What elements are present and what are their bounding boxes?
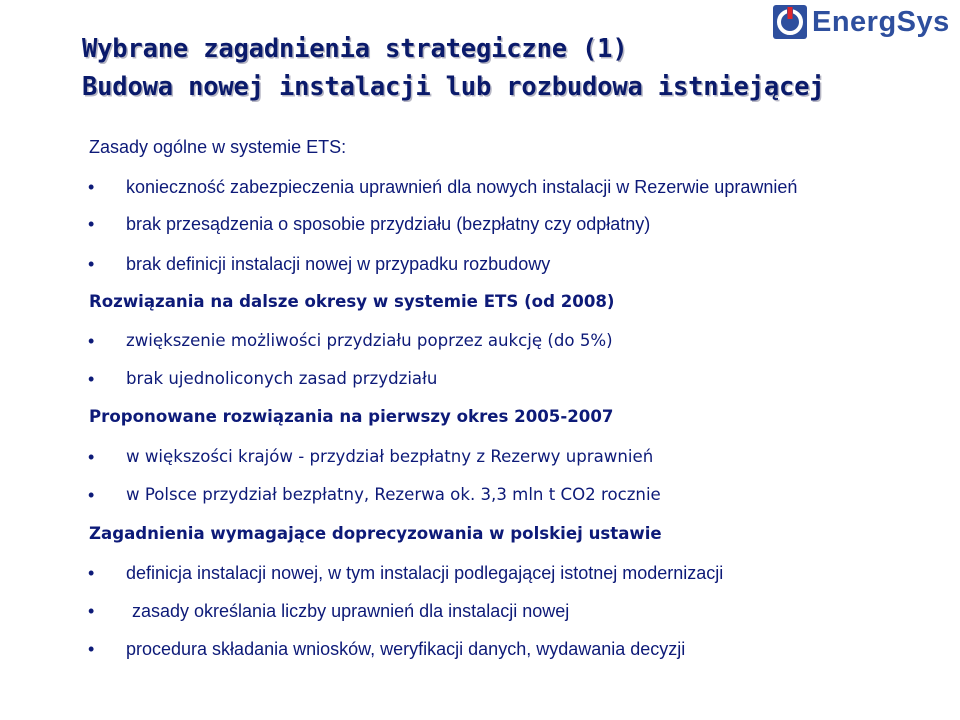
energsys-logo-icon bbox=[772, 4, 808, 40]
list-item: brak przesądzenia o sposobie przydziału (bezpłatny czy odpłatny) bbox=[126, 214, 651, 234]
energsys-logo bbox=[772, 4, 956, 40]
list-item: zasady określania liczby uprawnień dla instalacji nowej bbox=[132, 601, 570, 621]
list-item: definicja instalacji nowej, w tym instalacji podlegającej istotnej modernizacji bbox=[126, 563, 724, 583]
slide-title-line2: Budowa nowej instalacji lub rozbudowa istniejącej bbox=[82, 72, 825, 102]
bullet-glyph: • bbox=[88, 601, 95, 621]
bullet-glyph: • bbox=[88, 331, 95, 351]
bullet-glyph: • bbox=[88, 177, 95, 197]
bullet-glyph: • bbox=[88, 214, 95, 234]
list-item: brak ujednoliconych zasad przydziału bbox=[126, 369, 438, 388]
bullet-glyph: • bbox=[88, 639, 95, 659]
list-item: konieczność zabezpieczenia uprawnień dla nowych instalacji w Rezerwie uprawnień bbox=[126, 177, 798, 197]
section-heading-first-period: Proponowane rozwiązania na pierwszy okres 2005-2007 bbox=[89, 407, 614, 426]
logo-text: EnergSys bbox=[812, 5, 950, 38]
list-item: brak definicji instalacji nowej w przypadku rozbudowy bbox=[126, 254, 551, 274]
section-heading-general-rules: Zasady ogólne w systemie ETS: bbox=[89, 137, 347, 157]
list-item: procedura składania wniosków, weryfikacji danych, wydawania decyzji bbox=[126, 639, 686, 659]
bullet-glyph: • bbox=[88, 485, 95, 505]
bullet-glyph: • bbox=[88, 369, 95, 389]
section-heading-polish-act: Zagadnienia wymagające doprecyzowania w polskiej ustawie bbox=[89, 524, 662, 543]
list-item: w większości krajów - przydział bezpłatny z Rezerwy uprawnień bbox=[126, 447, 654, 466]
slide-title-line1: Wybrane zagadnienia strategiczne (1) bbox=[82, 34, 628, 64]
section-heading-future-periods: Rozwiązania na dalsze okresy w systemie ETS (od 2008) bbox=[89, 292, 615, 311]
bullet-glyph: • bbox=[88, 447, 95, 467]
bullet-glyph: • bbox=[88, 563, 95, 583]
bullet-glyph: • bbox=[88, 254, 95, 274]
list-item: w Polsce przydział bezpłatny, Rezerwa ok. 3,3 mln t CO2 rocznie bbox=[126, 485, 661, 504]
list-item: zwiększenie możliwości przydziału poprzez aukcję (do 5%) bbox=[126, 331, 613, 350]
